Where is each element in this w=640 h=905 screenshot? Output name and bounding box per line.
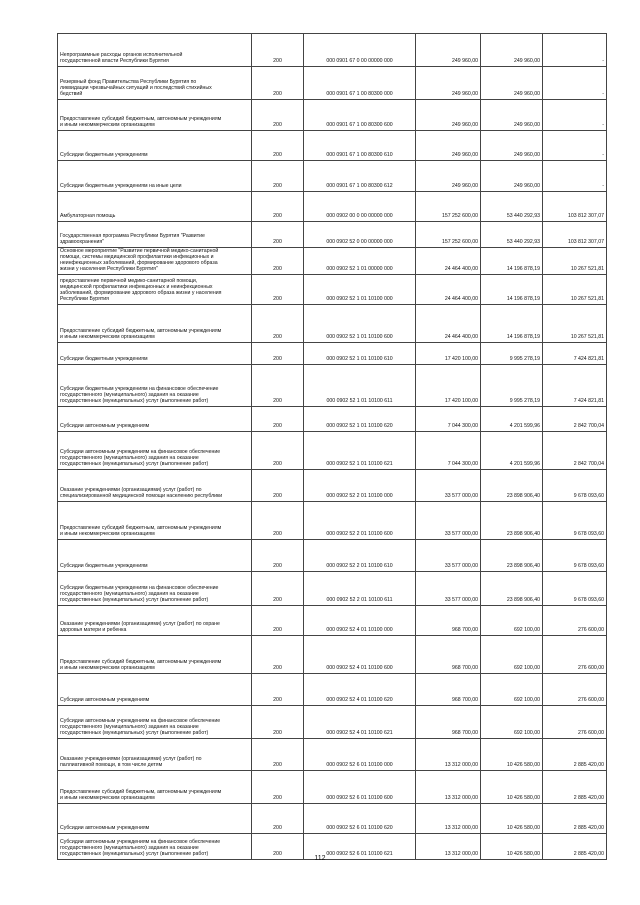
table-row	[58, 540, 607, 572]
row-remaining-amount: 10 267 521,81	[543, 275, 607, 305]
row-remaining-amount: 10 267 521,81	[543, 248, 607, 275]
row-remaining-amount: 2 885 420,00	[543, 804, 607, 834]
row-ved-code: 200	[252, 606, 304, 636]
row-budget-code: 000 0902 52 6 01 10100 600	[304, 771, 416, 804]
row-budget-code: 000 0901 67 0 00 00000 000	[304, 34, 416, 67]
row-remaining-amount: 103 812 307,07	[543, 222, 607, 248]
row-remaining-amount: 9 678 093,60	[543, 572, 607, 606]
table-row	[58, 572, 607, 606]
row-name: Субсидии автономным учреждениям	[58, 804, 252, 834]
row-budget-code: 000 0902 52 1 01 10100 000	[304, 275, 416, 305]
table-row	[58, 432, 607, 470]
row-ved-code: 200	[252, 161, 304, 192]
row-plan-amount: 249 960,00	[416, 161, 481, 192]
row-fact-amount: 23 898 906,40	[481, 572, 543, 606]
row-remaining-amount: 9 678 093,60	[543, 502, 607, 540]
row-name: Субсидии автономным учреждениям на финансовое обеспечение государственного (муниципального) задания на оказание государственных (муниципальных) услуг (выполнение работ)	[58, 432, 252, 470]
table-row	[58, 365, 607, 407]
row-plan-amount: 968 700,00	[416, 606, 481, 636]
row-remaining-amount: 7 424 821,81	[543, 365, 607, 407]
row-fact-amount: 9 995 278,19	[481, 343, 543, 365]
row-plan-amount: 33 577 000,00	[416, 572, 481, 606]
table-row	[58, 222, 607, 248]
row-name: Предоставление субсидий бюджетным, автономным учреждениям и иным некоммерческим организациям	[58, 502, 252, 540]
row-remaining-amount: -	[543, 131, 607, 161]
table-row	[58, 248, 607, 275]
row-ved-code: 200	[252, 470, 304, 502]
row-plan-amount: 24 464 400,00	[416, 305, 481, 343]
row-remaining-amount: 276 600,00	[543, 636, 607, 674]
row-name: Субсидии бюджетным учреждениям на финансовое обеспечение государственного (муниципального) задания на оказание государственных (муниципальных) услуг (выполнение работ)	[58, 365, 252, 407]
row-remaining-amount: 2 842 700,04	[543, 432, 607, 470]
row-remaining-amount: 9 678 093,60	[543, 470, 607, 502]
row-budget-code: 000 0902 52 4 01 10100 621	[304, 706, 416, 739]
row-fact-amount: 14 196 878,19	[481, 305, 543, 343]
row-plan-amount: 13 312 000,00	[416, 834, 481, 860]
row-fact-amount: 53 440 292,93	[481, 192, 543, 222]
table-row	[58, 739, 607, 771]
row-fact-amount: 692 100,00	[481, 636, 543, 674]
table-row	[58, 305, 607, 343]
row-name: Оказание учреждениями (организациями) услуг (работ) по специализированной медицинской помощи населению республики	[58, 470, 252, 502]
row-remaining-amount: -	[543, 34, 607, 67]
row-ved-code: 200	[252, 222, 304, 248]
row-fact-amount: 249 960,00	[481, 161, 543, 192]
row-budget-code: 000 0902 52 4 01 10100 600	[304, 636, 416, 674]
row-fact-amount: 4 201 599,96	[481, 432, 543, 470]
row-plan-amount: 33 577 000,00	[416, 540, 481, 572]
row-ved-code: 200	[252, 192, 304, 222]
row-fact-amount: 249 960,00	[481, 131, 543, 161]
row-plan-amount: 24 464 400,00	[416, 275, 481, 305]
row-fact-amount: 23 898 906,40	[481, 502, 543, 540]
row-remaining-amount: 2 885 420,00	[543, 834, 607, 860]
table-row	[58, 67, 607, 100]
row-plan-amount: 33 577 000,00	[416, 470, 481, 502]
row-ved-code: 200	[252, 407, 304, 432]
row-ved-code: 200	[252, 248, 304, 275]
row-fact-amount: 23 898 906,40	[481, 470, 543, 502]
row-plan-amount: 7 044 300,00	[416, 432, 481, 470]
row-budget-code: 000 0902 52 6 01 10100 000	[304, 739, 416, 771]
row-plan-amount: 968 700,00	[416, 636, 481, 674]
row-budget-code: 000 0902 52 1 01 10100 610	[304, 343, 416, 365]
row-budget-code: 000 0902 52 2 01 10100 000	[304, 470, 416, 502]
row-plan-amount: 157 252 600,00	[416, 222, 481, 248]
row-fact-amount: 249 960,00	[481, 34, 543, 67]
row-name: предоставление первичной медико-санитарной помощи, медицинской профилактики инфекционных и неинфекционных заболеваний, формирование здорового образа жизни у населения Республики Бурятия	[58, 275, 252, 305]
row-name: Субсидии бюджетным учреждениям на иные цели	[58, 161, 252, 192]
row-name: Субсидии бюджетным учреждениям	[58, 131, 252, 161]
table-row	[58, 470, 607, 502]
row-name: Субсидии автономным учреждениям	[58, 407, 252, 432]
row-ved-code: 200	[252, 674, 304, 706]
row-ved-code: 200	[252, 275, 304, 305]
table-row	[58, 407, 607, 432]
row-remaining-amount: 276 600,00	[543, 606, 607, 636]
row-name: Субсидии бюджетным учреждениям на финансовое обеспечение государственного (муниципального) задания на оказание государственных (муниципальных) услуг (выполнение работ)	[58, 572, 252, 606]
row-ved-code: 200	[252, 100, 304, 131]
row-remaining-amount: -	[543, 67, 607, 100]
row-name: Предоставление субсидий бюджетным, автономным учреждениям и иным некоммерческим организациям	[58, 636, 252, 674]
row-plan-amount: 249 960,00	[416, 34, 481, 67]
table-row	[58, 502, 607, 540]
row-plan-amount: 249 960,00	[416, 67, 481, 100]
row-ved-code: 200	[252, 834, 304, 860]
table-row	[58, 343, 607, 365]
row-budget-code: 000 0901 67 1 00 80300 000	[304, 67, 416, 100]
budget-table	[57, 33, 607, 860]
row-remaining-amount: 276 600,00	[543, 674, 607, 706]
table-row	[58, 34, 607, 67]
row-remaining-amount: 7 424 821,81	[543, 343, 607, 365]
row-plan-amount: 968 700,00	[416, 674, 481, 706]
row-budget-code: 000 0902 52 1 01 00000 000	[304, 248, 416, 275]
row-name: Основное мероприятие "Развитие первичной медико-санитарной помощи, системы медицинской профилактики инфекционных и неинфекционных заболеваний, формирование здорового образа жизни у населения Республики Бурятия"	[58, 248, 252, 275]
row-budget-code: 000 0902 52 1 01 10100 621	[304, 432, 416, 470]
row-plan-amount: 13 312 000,00	[416, 771, 481, 804]
row-ved-code: 200	[252, 706, 304, 739]
table-row	[58, 674, 607, 706]
row-name: Резервный фонд Правительства Республики Бурятия по ликвидации чрезвычайных ситуаций и последствий стихийных бедствий	[58, 67, 252, 100]
row-remaining-amount: -	[543, 161, 607, 192]
row-fact-amount: 692 100,00	[481, 606, 543, 636]
row-plan-amount: 7 044 300,00	[416, 407, 481, 432]
row-plan-amount: 157 252 600,00	[416, 192, 481, 222]
page-number: 112	[314, 855, 326, 862]
row-fact-amount: 249 960,00	[481, 100, 543, 131]
row-ved-code: 200	[252, 67, 304, 100]
row-ved-code: 200	[252, 34, 304, 67]
table-row	[58, 804, 607, 834]
row-plan-amount: 33 577 000,00	[416, 502, 481, 540]
row-fact-amount: 10 426 580,00	[481, 739, 543, 771]
row-budget-code: 000 0902 52 2 01 10100 611	[304, 572, 416, 606]
row-fact-amount: 9 995 278,19	[481, 365, 543, 407]
row-plan-amount: 13 312 000,00	[416, 804, 481, 834]
row-budget-code: 000 0902 52 6 01 10100 620	[304, 804, 416, 834]
row-ved-code: 200	[252, 131, 304, 161]
row-remaining-amount: 2 885 420,00	[543, 771, 607, 804]
row-name: Субсидии автономным учреждениям на финансовое обеспечение государственного (муниципального) задания на оказание государственных (муниципальных) услуг (выполнение работ)	[58, 834, 252, 860]
table-row	[58, 771, 607, 804]
row-budget-code: 000 0902 52 2 01 10100 600	[304, 502, 416, 540]
table-row	[58, 100, 607, 131]
row-ved-code: 200	[252, 636, 304, 674]
row-plan-amount: 17 420 100,00	[416, 343, 481, 365]
row-ved-code: 200	[252, 804, 304, 834]
row-plan-amount: 968 700,00	[416, 706, 481, 739]
row-budget-code: 000 0902 52 4 01 10100 000	[304, 606, 416, 636]
row-name: Оказание учреждениями (организациями) услуг (работ) по паллиативной помощи, в том числе детям	[58, 739, 252, 771]
table-row	[58, 192, 607, 222]
row-name: Субсидии бюджетным учреждениям	[58, 343, 252, 365]
table-row	[58, 606, 607, 636]
row-budget-code: 000 0901 67 1 00 80300 610	[304, 131, 416, 161]
row-plan-amount: 24 464 400,00	[416, 248, 481, 275]
table-body	[58, 34, 607, 860]
row-fact-amount: 14 196 878,19	[481, 275, 543, 305]
row-fact-amount: 10 426 580,00	[481, 834, 543, 860]
row-fact-amount: 14 196 878,19	[481, 248, 543, 275]
row-plan-amount: 249 960,00	[416, 100, 481, 131]
row-budget-code: 000 0902 52 1 01 10100 600	[304, 305, 416, 343]
row-ved-code: 200	[252, 540, 304, 572]
row-fact-amount: 23 898 906,40	[481, 540, 543, 572]
row-plan-amount: 17 420 100,00	[416, 365, 481, 407]
row-name: Субсидии автономным учреждениям	[58, 674, 252, 706]
row-fact-amount: 692 100,00	[481, 674, 543, 706]
row-fact-amount: 10 426 580,00	[481, 771, 543, 804]
row-name: Субсидии бюджетным учреждениям	[58, 540, 252, 572]
row-budget-code: 000 0901 67 1 00 80300 600	[304, 100, 416, 131]
row-name: Государственная программа Республики Бурятия "Развитие здравоохранения"	[58, 222, 252, 248]
row-name: Непрограммные расходы органов исполнительной государственной власти Республики Бурятия	[58, 34, 252, 67]
row-remaining-amount: 2 842 700,04	[543, 407, 607, 432]
table-row	[58, 275, 607, 305]
row-plan-amount: 249 960,00	[416, 131, 481, 161]
row-ved-code: 200	[252, 502, 304, 540]
row-name: Предоставление субсидий бюджетным, автономным учреждениям и иным некоммерческим организациям	[58, 305, 252, 343]
table-row	[58, 706, 607, 739]
row-budget-code: 000 0901 67 1 00 80300 612	[304, 161, 416, 192]
row-budget-code: 000 0902 52 6 01 10100 621	[304, 834, 416, 860]
row-ved-code: 200	[252, 432, 304, 470]
row-budget-code: 000 0902 52 0 00 00000 000	[304, 222, 416, 248]
table-row	[58, 636, 607, 674]
row-ved-code: 200	[252, 365, 304, 407]
row-fact-amount: 249 960,00	[481, 67, 543, 100]
row-remaining-amount: 9 678 093,60	[543, 540, 607, 572]
row-budget-code: 000 0902 52 1 01 10100 611	[304, 365, 416, 407]
row-name: Амбулаторная помощь	[58, 192, 252, 222]
row-fact-amount: 692 100,00	[481, 706, 543, 739]
row-ved-code: 200	[252, 343, 304, 365]
row-remaining-amount: 2 885 420,00	[543, 739, 607, 771]
row-ved-code: 200	[252, 305, 304, 343]
row-remaining-amount: -	[543, 100, 607, 131]
row-budget-code: 000 0902 00 0 00 00000 000	[304, 192, 416, 222]
row-fact-amount: 10 426 580,00	[481, 804, 543, 834]
row-remaining-amount: 276 600,00	[543, 706, 607, 739]
row-fact-amount: 53 440 292,93	[481, 222, 543, 248]
row-name: Предоставление субсидий бюджетным, автономным учреждениям и иным некоммерческим организациям	[58, 100, 252, 131]
row-budget-code: 000 0902 52 1 01 10100 620	[304, 407, 416, 432]
row-remaining-amount: 10 267 521,81	[543, 305, 607, 343]
row-name: Предоставление субсидий бюджетным, автономным учреждениям и иным некоммерческим организациям	[58, 771, 252, 804]
table-row	[58, 161, 607, 192]
row-plan-amount: 13 312 000,00	[416, 739, 481, 771]
row-budget-code: 000 0902 52 4 01 10100 620	[304, 674, 416, 706]
row-ved-code: 200	[252, 739, 304, 771]
row-budget-code: 000 0902 52 2 01 10100 610	[304, 540, 416, 572]
row-name: Оказание учреждениями (организациями) услуг (работ) по охране здоровья матери и ребенка	[58, 606, 252, 636]
row-remaining-amount: 103 812 307,07	[543, 192, 607, 222]
row-ved-code: 200	[252, 771, 304, 804]
row-fact-amount: 4 201 599,96	[481, 407, 543, 432]
row-ved-code: 200	[252, 572, 304, 606]
table-row	[58, 131, 607, 161]
row-name: Субсидии автономным учреждениям на финансовое обеспечение государственного (муниципального) задания на оказание государственных (муниципальных) услуг (выполнение работ)	[58, 706, 252, 739]
